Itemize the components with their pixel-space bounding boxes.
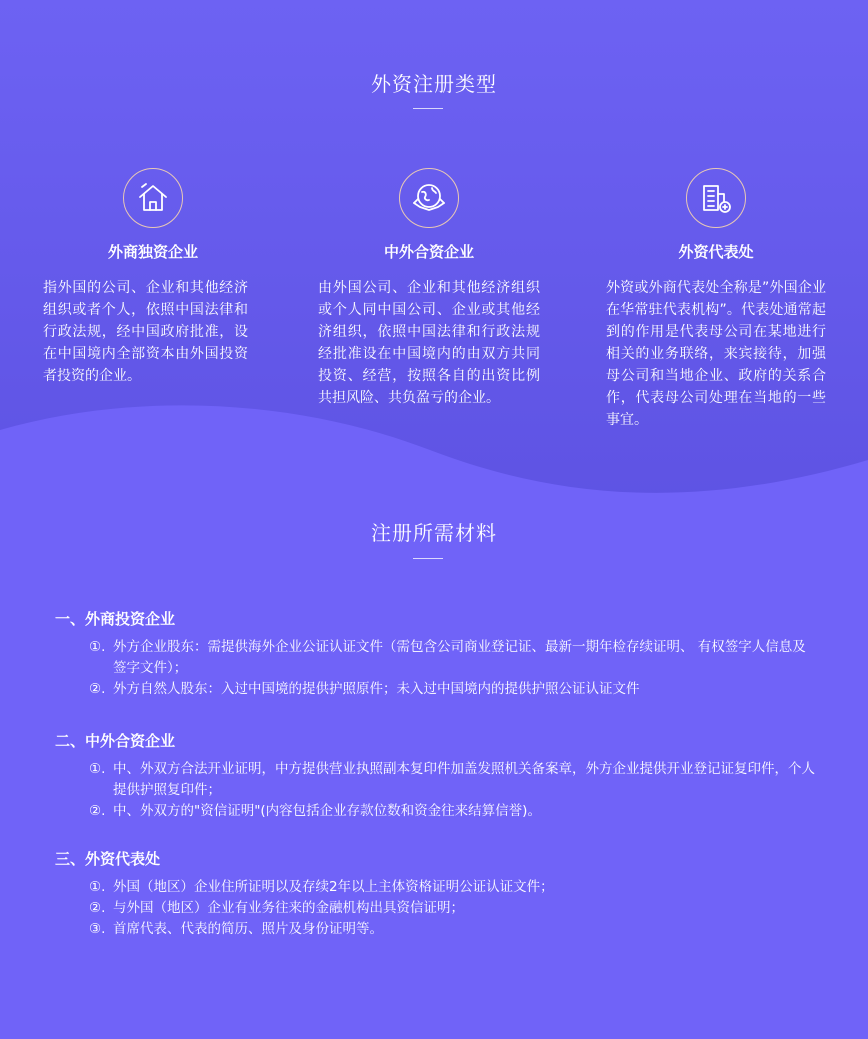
section-title-materials: 注册所需材料	[371, 521, 497, 545]
requirement-item	[89, 877, 815, 898]
item-text: 外方企业股东：需提供海外企业公证认证文件（需包含公司商业登记证、最新一期年检存续证明、 有权签字人信息及签字文件）；	[113, 639, 806, 676]
item-text: 中、外双方的"资信证明"(内容包括企业存款位数和资金往来结算信誉)。	[113, 803, 541, 819]
item-number: ②.	[89, 681, 106, 697]
requirement-heading: 二、中外合资企业	[55, 732, 176, 750]
requirement-item	[89, 679, 815, 700]
section-title-types: 外资注册类型	[371, 72, 497, 96]
house-icon	[123, 168, 183, 228]
card-title: 中外合资企业	[383, 243, 474, 261]
office-building-icon	[686, 168, 746, 228]
requirement-item	[89, 898, 815, 919]
requirement-group-wfoe	[55, 608, 815, 700]
title-underline	[413, 558, 443, 559]
card-rep-office	[606, 168, 826, 431]
requirement-group-joint-venture	[55, 730, 815, 822]
item-text: 外方自然人股东：入过中国境的提供护照原件；未入过中国境内的提供护照公证认证文件	[113, 681, 640, 697]
item-number: ①.	[89, 639, 106, 655]
item-text: 与外国（地区）企业有业务往来的金融机构出具资信证明；	[113, 900, 464, 916]
card-joint-venture	[318, 168, 540, 409]
card-title: 外资代表处	[678, 243, 754, 261]
requirement-item	[89, 759, 815, 801]
item-number: ②.	[89, 900, 106, 916]
item-text: 中、外双方合法开业证明，中方提供营业执照副本复印件加盖发照机关备案章，外方企业提供开业登记证复印件，个人提供护照复印件；	[113, 761, 815, 798]
requirement-heading: 一、外商投资企业	[55, 610, 176, 628]
card-wfoe	[43, 168, 263, 387]
requirement-item	[89, 637, 815, 679]
requirement-group-rep-office	[55, 848, 815, 940]
requirement-item	[89, 801, 815, 822]
requirement-heading: 三、外资代表处	[55, 850, 161, 868]
globe-handshake-icon	[399, 168, 459, 228]
card-description: 指外国的公司、企业和其他经济组织或者个人，依照中国法律和行政法规，经中国政府批准，设在中国境内全部资本由外国投资者投资的企业。	[43, 280, 248, 384]
card-title: 外商独资企业	[107, 243, 198, 261]
item-number: ②.	[89, 803, 106, 819]
item-number: ①.	[89, 761, 106, 777]
card-description: 外资或外商代表处全称是”外国企业在华常驻代表机构”。代表处通常起到的作用是代表母公司在某地进行相关的业务联络，来宾接待，加强母公司和当地企业、政府的关系合作，代表母公司处理在当地的一些事宜。	[606, 280, 826, 428]
requirement-item	[89, 919, 815, 940]
item-text: 外国（地区）企业住所证明以及存续2年以上主体资格证明公证认证文件；	[113, 879, 554, 895]
title-underline	[413, 108, 443, 109]
item-text: 首席代表、代表的简历、照片及身份证明等。	[113, 921, 383, 937]
item-number: ①.	[89, 879, 106, 895]
item-number: ③.	[89, 921, 106, 937]
card-description: 由外国公司、企业和其他经济组织或个人同中国公司、企业或其他经济组织，依照中国法律和行政法规经批准设在中国境内的由双方共同投资、经营，按照各自的出资比例共担风险、共负盈亏的企业。	[318, 280, 540, 406]
